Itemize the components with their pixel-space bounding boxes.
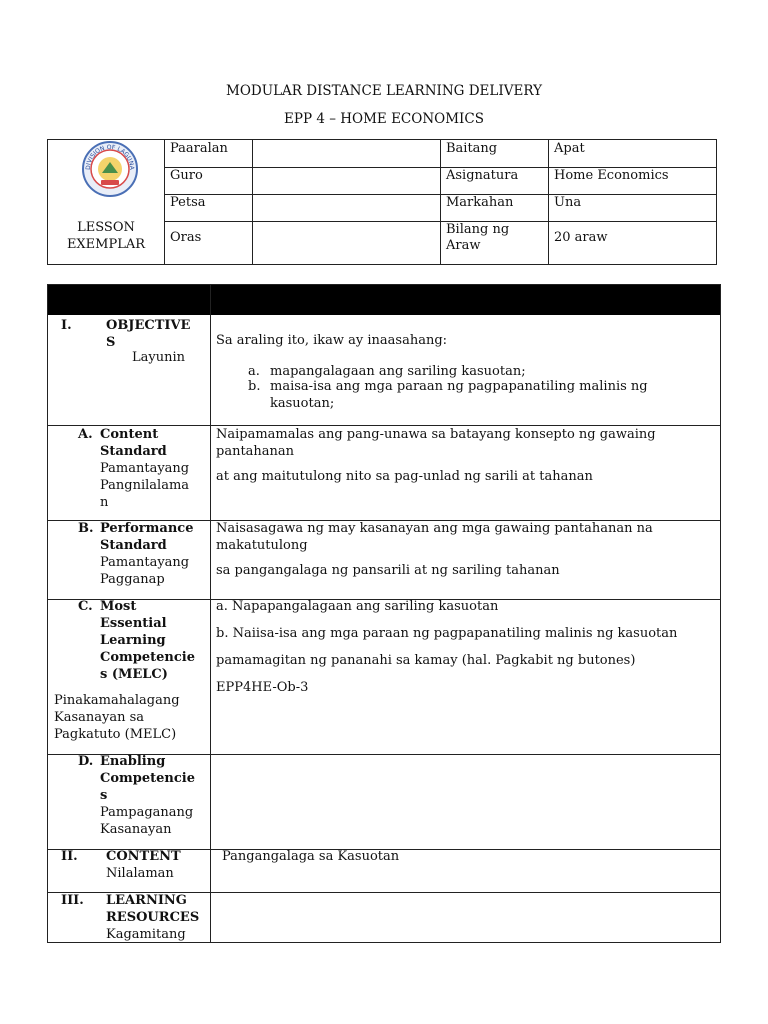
learning-resources-title: LEARNING RESOURCES Kagamitang (106, 893, 200, 942)
paaralan-label: Paaralan (170, 141, 228, 156)
objectives-number: I. (61, 318, 72, 333)
guro-label: Guro (170, 168, 203, 183)
objectives-subtitle: Layunin (132, 350, 186, 365)
logo-text: DIVISION OF LAGUNA (84, 143, 136, 171)
header-info-table (47, 139, 717, 265)
content-title: CONTENT Nilalaman (106, 849, 181, 881)
markahan-label: Markahan (446, 195, 514, 210)
content-standard-title: Content Standard Pamantayang Pangnilalama n (100, 427, 190, 510)
asignatura-value: Home Economics (554, 168, 669, 183)
baitang-label: Baitang (446, 141, 498, 156)
asignatura-label: Asignatura (446, 168, 519, 183)
table-header-bar (48, 285, 720, 315)
melc-title: Most Essential Learning Competencie s (MELC) (100, 599, 195, 682)
division-logo (81, 140, 139, 198)
petsa-label: Petsa (170, 195, 206, 210)
lesson-exemplar-label: LESSON EXEMPLAR (66, 220, 146, 252)
objective-item-a: mapangalagaan ang sariling kasuotan; (270, 364, 526, 379)
performance-standard-title: Performance Standard Pamantayang Pagganap (100, 521, 194, 587)
markahan-value: Una (554, 195, 582, 210)
enabling-competencies-title: Enabling Competencie s Pampaganang Kasanayan (100, 754, 195, 837)
content-text: Pangangalaga sa Kasuotan (222, 849, 400, 864)
melc-text: a. Napapangalagaan ang sariling kasuotan b. Naiisa-isa ang mga paraan ng pagpapanatiling malinis ng kasuotan pamamagitan ng pananahi sa kamay (hal. Pagkabit ng butones) EPP4HE-Ob-3 (216, 599, 678, 695)
oras-label: Oras (170, 230, 202, 245)
melc-subtitle: Pinakamahalagang Kasanayan sa Pagkatuto (MELC) (54, 693, 180, 742)
lesson-plan-table: I. OBJECTIVE S Layunin Sa araling ito, ikaw ay inaasahang: a. mapangalagaan ang sariling kasuotan; b. maisa-isa ang mga paraan ng pagpapanatiling malinis ng kasuotan; A. Content Standard Pamantayang Pangnilalama n Naipamamalas ang pang-unawa sa batayang konsepto ng gawaing pantahanan at ang maitutulong nito sa pag-unlad ng sarili at tahanan B. Performance Standard Pamantayang Pagganap Naisasagawa ng may kasanayan ang mga gawaing pantahanan na makatutulong sa pangangalaga ng pansarili at ng sariling tahanan C. Most Essential Learning Competencie s (MELC) Pinakamahalagang Kasanayan sa Pagkatuto (MELC) a. Napapangalagaan ang sariling kasuotan b. Naiisa-isa ang mga paraan ng pagpapanatiling malinis ng kasuotan pamamagitan ng pananahi sa kamay (hal. Pagkabit ng butones) EPP4HE-Ob-3 D. Enabling Competencie s Pampaganang Kasanayan II. CONTENT Nilalaman Pangangalaga sa Kasuotan III. LEARNING RESOURCES Kagamitang (47, 284, 721, 943)
objectives-title: OBJECTIVE S (106, 318, 191, 350)
document-title: MODULAR DISTANCE LEARNING DELIVERY (226, 83, 542, 99)
baitang-value: Apat (554, 141, 585, 156)
objective-item-b: maisa-isa ang mga paraan ng pagpapanatiling malinis ng kasuotan; (270, 379, 648, 411)
bilang-ng-araw-label: Bilang ng Araw (446, 222, 510, 253)
document-subtitle: EPP 4 – HOME ECONOMICS (284, 111, 484, 127)
bilang-ng-araw-value: 20 araw (554, 230, 608, 245)
performance-standard-text: Naisasagawa ng may kasanayan ang mga gawaing pantahanan na makatutulong sa pangangalaga ng pansarili at ng sariling tahanan (216, 521, 653, 578)
objectives-intro: Sa araling ito, ikaw ay inaasahang: (216, 333, 448, 348)
content-standard-text: Naipamamalas ang pang-unawa sa batayang konsepto ng gawaing pantahanan at ang maitutulong nito sa pag-unlad ng sarili at tahanan (216, 427, 656, 484)
